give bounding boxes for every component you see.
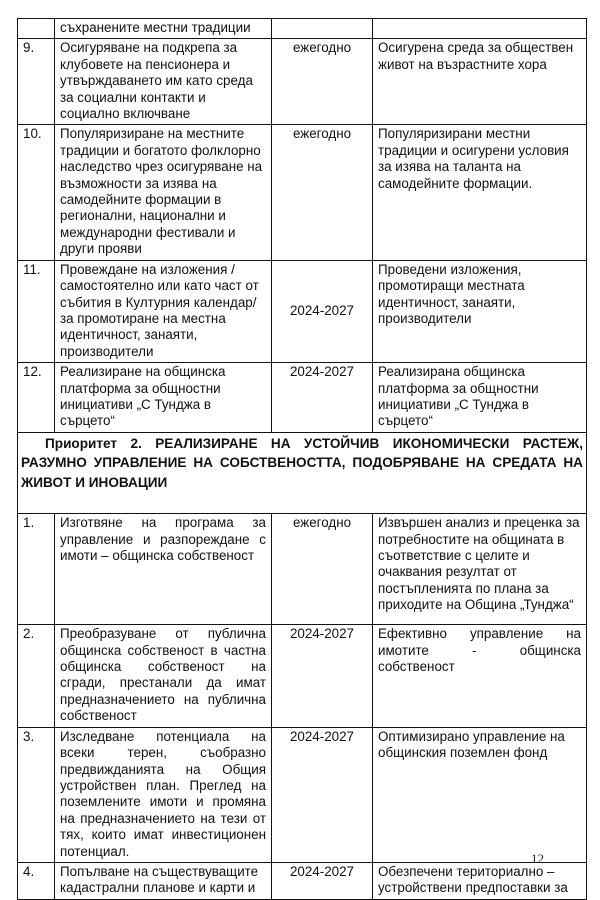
action-plan-table <box>17 18 587 900</box>
term-cell: 2024-2027 <box>272 363 373 433</box>
result-cell: Проведени изложения, промотиращи местната идентичност, занаяти, производители <box>373 260 587 362</box>
activity-cell: Преобразуване от публична общинска собственост в частна общинска собственост на сгради, престанали да имат предназначението на публична собственост <box>55 625 272 727</box>
activity-cell: Осигуряване на подкрепа за клубовете на пенсионера и утвърждаването им като среда за социални контакти и социално включване <box>55 39 272 125</box>
row-number: 11. <box>18 260 55 362</box>
term-cell: ежегодно <box>272 125 373 260</box>
activity-cell: Изготвяне на програма за управление и разпореждане с имоти – общинска собственост <box>55 514 272 625</box>
row-number: 2. <box>18 625 55 727</box>
page-number: 12 <box>531 851 544 866</box>
row-number: 9. <box>18 39 55 125</box>
result-cell: Обезпечени териториално – устройствени предпоставки за <box>373 862 587 899</box>
result-cell: Популяризирани местни традиции и осигурени условия за изява на таланта на самодейните формации. <box>373 125 587 260</box>
term-cell: 2024-2027 <box>272 625 373 727</box>
table-row <box>18 363 587 433</box>
row-number: 12. <box>18 363 55 433</box>
activity-cell: Реализиране на общинска платформа за общностни инициативи „С Тунджа в сърцето“ <box>55 363 272 433</box>
priority-heading: Приоритет 2. РЕАЛИЗИРАНЕ НА УСТОЙЧИВ ИКОНОМИЧЕСКИ РАСТЕЖ, РАЗУМНО УПРАВЛЕНИЕ НА СОБСТВЕНОСТТА, ПОДОБРЯВАНЕ НА СРЕДАТА НА ЖИВОТ И ИНОВАЦИИ <box>21 435 583 490</box>
table-row <box>18 625 587 727</box>
result-cell: Осигурена среда за обществен живот на възрастните хора <box>373 39 587 125</box>
table-row <box>18 514 587 625</box>
table-row <box>18 727 587 862</box>
term-cell: ежегодно <box>272 514 373 625</box>
result-cell: Извършен анализ и преценка за потребностите на общината в съответствие с целите и очаквания резултат от постъпленията по плана за приходите на Община „Тунджа“ <box>373 514 587 625</box>
term-cell <box>272 19 373 39</box>
activity-cell: Провеждане на изложения /самостоятелно или като част от събития в Културния календар/ за промотиране на местна идентичност, занаяти, производители <box>55 260 272 362</box>
row-number: 4. <box>18 862 55 899</box>
result-cell: Оптимизирано управление на общинския поземлен фонд <box>373 727 587 862</box>
result-cell <box>373 19 587 39</box>
activity-cell: Попълване на съществуващите кадастрални планове и карти и <box>55 862 272 899</box>
term-cell: 2024-2027 <box>272 862 373 899</box>
row-number: 3. <box>18 727 55 862</box>
table-row <box>18 39 587 125</box>
activity-cell: Изследване потенциала на всеки терен, съобразно предвижданията на Общия устройствен план. Преглед на поземлените имоти и промяна на предназначението на тези от тях, които имат инвестиционен потенциал. <box>55 727 272 862</box>
row-number: 10. <box>18 125 55 260</box>
result-cell: Ефективно управление на имотите - общинска собственост <box>373 625 587 727</box>
result-cell: Реализирана общинска платформа за общностни инициативи „С Тунджа в сърцето“ <box>373 363 587 433</box>
term-cell: ежегодно <box>272 39 373 125</box>
table-row <box>18 125 587 260</box>
term-cell: 2024-2027 <box>272 727 373 862</box>
table-row <box>18 260 587 362</box>
row-number <box>18 19 55 39</box>
activity-cell: Популяризиране на местните традиции и богатото фолклорно наследство чрез осигуряване на възможности за изява на самодейните формации в регионални, национални и международни фестивали и други прояви <box>55 125 272 260</box>
term-cell: 2024-2027 <box>272 260 373 362</box>
table-row <box>18 19 587 39</box>
priority-heading-row <box>18 432 587 514</box>
priority-heading-cell <box>18 432 587 514</box>
row-number: 1. <box>18 514 55 625</box>
activity-cell: съхранените местни традиции <box>55 19 272 39</box>
